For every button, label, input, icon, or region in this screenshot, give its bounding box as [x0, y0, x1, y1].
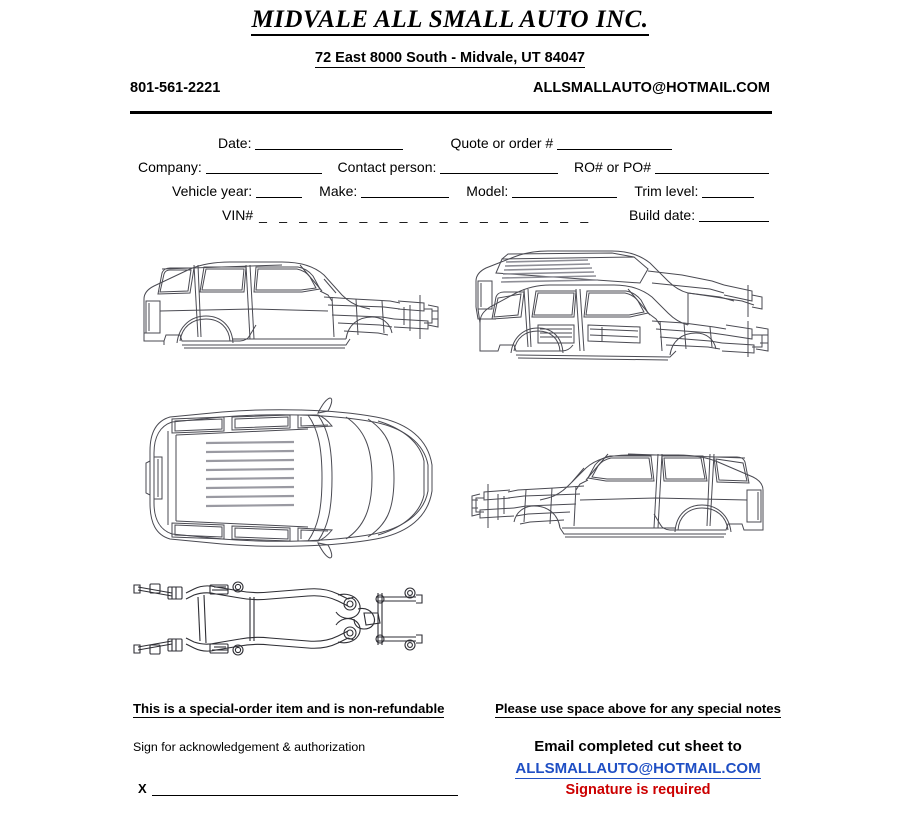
form-row-vin — [130, 198, 772, 222]
company-input[interactable] — [206, 160, 322, 174]
trim-level-label: Trim level: — [634, 183, 699, 199]
contact-person-input[interactable] — [440, 160, 558, 174]
footer-right-column — [488, 700, 788, 718]
ro-or-po-input[interactable] — [655, 160, 769, 174]
vehicle-perspective-view-diagram — [462, 247, 772, 387]
vehicle-top-view-diagram — [132, 395, 470, 560]
contact-row — [130, 80, 770, 96]
vehicle-side-view-right-diagram — [132, 249, 442, 379]
make-input[interactable] — [361, 184, 449, 198]
ro-po-label: RO# or PO# — [573, 159, 651, 175]
model-label: Model: — [466, 183, 509, 199]
header-divider — [130, 111, 772, 114]
form-row-vehicle — [130, 174, 772, 198]
make-label: Make: — [319, 183, 358, 199]
company-name-text: MIDVALE ALL SMALL AUTO INC. — [251, 6, 648, 36]
page-title — [0, 6, 900, 34]
date-label: Date: — [218, 135, 252, 151]
vehicle-year-input[interactable] — [256, 184, 302, 198]
form-row-company — [130, 150, 772, 174]
build-date-label: Build date: — [628, 207, 696, 223]
vehicle-side-view-left-diagram — [470, 448, 775, 568]
company-address — [0, 50, 900, 66]
special-notes-header: Please use space above for any special notes — [495, 701, 781, 716]
date-input[interactable] — [255, 136, 403, 150]
signature-input[interactable] — [152, 795, 458, 796]
build-date-input[interactable] — [699, 208, 769, 222]
company-email: ALLSMALLAUTO@HOTMAIL.COM — [533, 80, 770, 96]
contact-person-label: Contact person: — [337, 159, 437, 175]
trim-level-input[interactable] — [702, 184, 754, 198]
form-fields — [130, 126, 772, 222]
special-order-note: This is a special-order item and is non-refundable — [133, 701, 445, 716]
company-address-text: 72 East 8000 South - Midvale, UT 84047 — [315, 50, 585, 66]
company-phone: 801-561-2221 — [130, 80, 221, 96]
quote-or-order-input[interactable] — [557, 136, 672, 150]
email-link[interactable] — [488, 760, 788, 777]
vehicle-frame-top-view-diagram — [132, 571, 432, 666]
vehicle-year-label: Vehicle year: — [172, 183, 253, 199]
quote-label: Quote or order # — [450, 135, 554, 151]
email-instruction: Email completed cut sheet to — [534, 738, 742, 755]
footer-left-column — [133, 700, 463, 718]
vin-input[interactable]: _ _ _ _ _ _ _ _ _ _ _ _ _ _ _ _ _ — [259, 207, 593, 223]
signature-required-warning: Signature is required — [565, 782, 711, 798]
signature-x-marker: X — [138, 781, 147, 796]
vin-label: VIN# — [222, 207, 254, 223]
company-label: Company: — [138, 159, 202, 175]
sign-acknowledgement-note: Sign for acknowledgement & authorization — [133, 740, 366, 754]
form-row-date — [130, 126, 772, 150]
email-link-text: ALLSMALLAUTO@HOTMAIL.COM — [515, 760, 761, 777]
vehicle-diagrams-area — [130, 243, 780, 673]
model-input[interactable] — [512, 184, 617, 198]
